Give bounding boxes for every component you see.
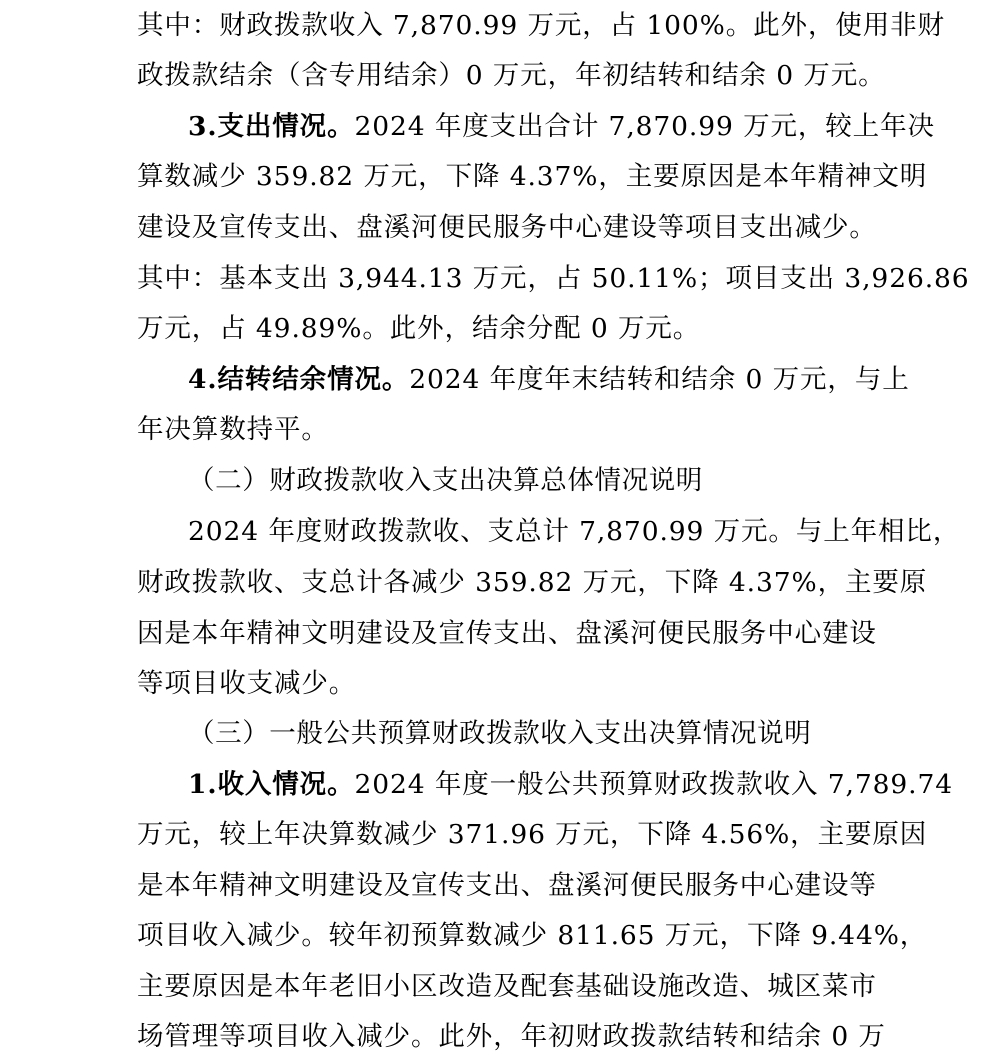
body-text-line bbox=[137, 916, 1000, 956]
body-text-line bbox=[137, 56, 1000, 96]
body-text-line bbox=[137, 815, 1000, 855]
body-text-line bbox=[137, 259, 1000, 299]
line-text: 2024 年度财政拨款收、支总计 7,870.99 万元。与上年相比， bbox=[188, 516, 961, 547]
heading-text: （三）一般公共预算财政拨款收入支出决算情况说明 bbox=[188, 718, 812, 749]
line-text: 是本年精神文明建设及宣传支出、盘溪河便民服务中心建设等 bbox=[137, 870, 877, 901]
line-text: 其中：基本支出 3,944.13 万元，占 50.11%；项目支出 3,926.86 bbox=[137, 263, 970, 294]
body-text-line bbox=[137, 157, 1000, 197]
subsection-line bbox=[188, 765, 1000, 805]
line-text: 建设及宣传支出、盘溪河便民服务中心建设等项目支出减少。 bbox=[137, 212, 877, 243]
line-text: 因是本年精神文明建设及宣传支出、盘溪河便民服务中心建设 bbox=[137, 618, 877, 649]
line-text: 政拨款结余（含专用结余）0 万元，年初结转和结余 0 万元。 bbox=[137, 60, 886, 91]
line-text: 财政拨款收、支总计各减少 359.82 万元，下降 4.37%，主要原 bbox=[137, 567, 928, 598]
line-text: 主要原因是本年老旧小区改造及配套基础设施改造、城区菜市 bbox=[137, 971, 877, 1002]
body-text-line bbox=[137, 410, 1000, 450]
body-text-line bbox=[137, 6, 1000, 46]
body-text-line bbox=[137, 866, 1000, 906]
subsection-lead: 1.收入情况。 bbox=[188, 769, 355, 800]
line-text: 万元，较上年决算数减少 371.96 万元，下降 4.56%，主要原因 bbox=[137, 819, 928, 850]
line-text: 算数减少 359.82 万元，下降 4.37%，主要原因是本年精神文明 bbox=[137, 161, 928, 192]
heading-text: （二）财政拨款收入支出决算总体情况说明 bbox=[188, 465, 703, 496]
body-text-line bbox=[137, 309, 1000, 349]
line-text: 2024 年度一般公共预算财政拨款收入 7,789.74 bbox=[354, 769, 953, 800]
subsection-line bbox=[188, 107, 1000, 147]
body-text-line bbox=[137, 664, 1000, 704]
line-text: 年决算数持平。 bbox=[137, 414, 329, 445]
body-text-line bbox=[188, 512, 1000, 552]
section-heading bbox=[188, 714, 1000, 754]
line-text: 2024 年度支出合计 7,870.99 万元，较上年决 bbox=[354, 111, 935, 142]
body-text-line bbox=[137, 208, 1000, 248]
subsection-line bbox=[188, 360, 1000, 400]
line-text: 场管理等项目收入减少。此外，年初财政拨款结转和结余 0 万 bbox=[137, 1021, 886, 1052]
subsection-lead: 4.结转结余情况。 bbox=[188, 364, 410, 395]
section-heading bbox=[188, 461, 1000, 501]
line-text: 等项目收支减少。 bbox=[137, 668, 357, 699]
subsection-lead: 3.支出情况。 bbox=[188, 111, 355, 142]
body-text-line bbox=[137, 614, 1000, 654]
body-text-line bbox=[137, 967, 1000, 1007]
line-text: 2024 年度年末结转和结余 0 万元，与上 bbox=[409, 364, 910, 395]
body-text-line bbox=[137, 1017, 1000, 1057]
line-text: 其中：财政拨款收入 7,870.99 万元，占 100%。此外，使用非财 bbox=[137, 10, 945, 41]
line-text: 项目收入减少。较年初预算数减少 811.65 万元，下降 9.44%， bbox=[137, 920, 928, 951]
body-text-line bbox=[137, 563, 1000, 603]
line-text: 万元，占 49.89%。此外，结余分配 0 万元。 bbox=[137, 313, 701, 344]
